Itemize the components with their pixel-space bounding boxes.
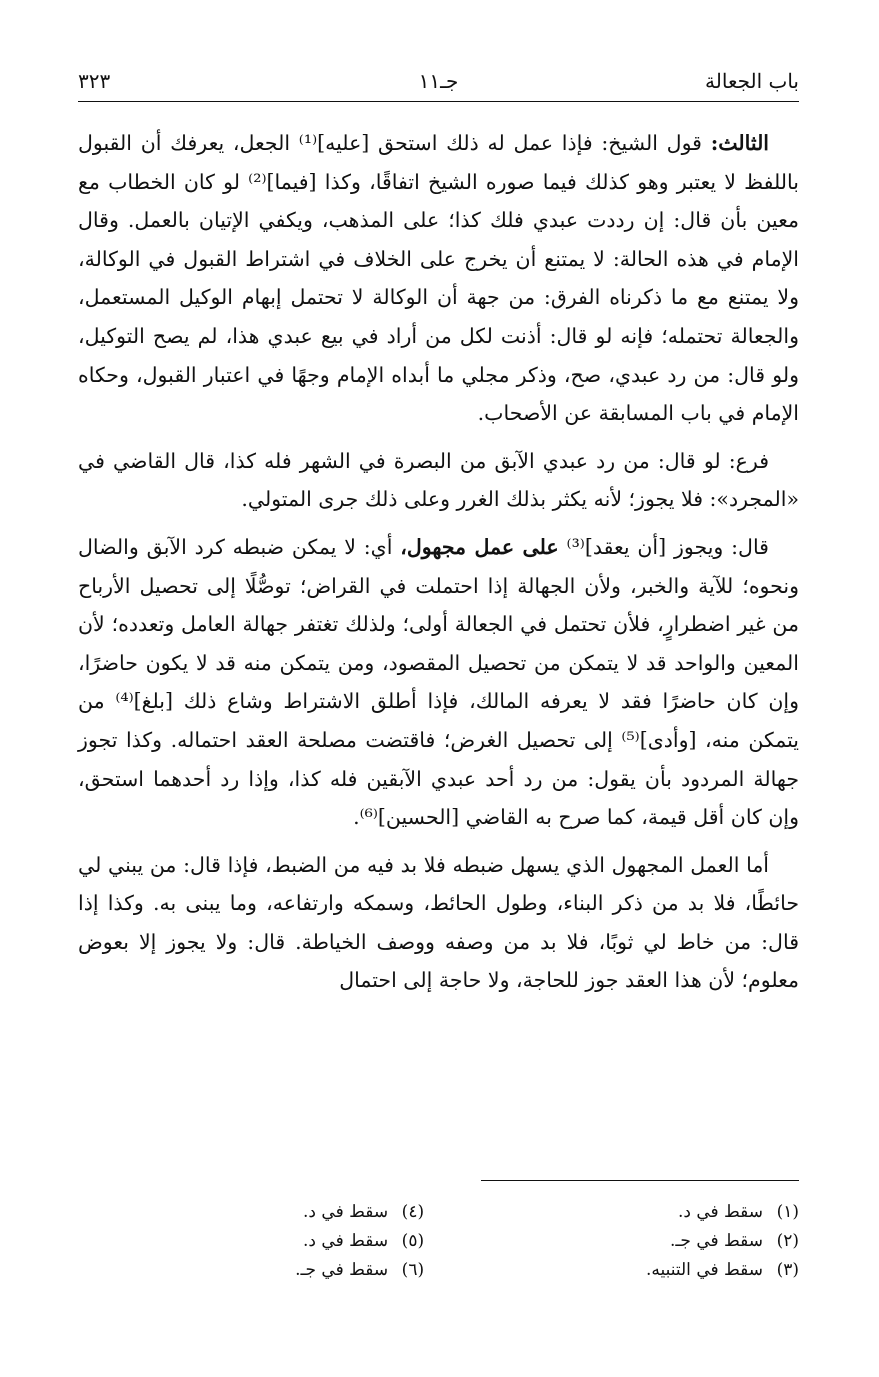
footnote-number: (٥) <box>401 1231 425 1251</box>
volume-label: جـ١١ <box>418 69 459 93</box>
footnote-number: (١) <box>776 1202 799 1222</box>
chapter-title: باب الجعالة <box>705 69 799 93</box>
paragraph-text: أما العمل المجهول الذي يسهل ضبطه فلا بد فيه من الضبط، فإذا قال: من يبني لي حائطًا، فلا بد من ذكر البناء، وطول الحائط، وسمكه وارتفاعه، وما يبنى به. وكذا إذا قال: من خاط لي ثوبًا، فلا بد من وصفه ووصف الخياطة. قال: ولا يجوز إلا بعوض معلوم؛ لأن هذا العقد جوز للحاجة، ولا حاجة إلى احتمال <box>78 852 799 993</box>
paragraph-text: أي: لا يمكن ضبطه كرد الآبق والضال ونحوه؛ للآية والخبر، ولأن الجهالة إذا احتملت في القراض؛ توصُّلًا إلى تحصيل الأرباح من غير اضطرارٍ، فلأن تحتمل في الجعالة أولى؛ ولذلك تغتفر جهالة العامل وتعدده؛ لأن المعين والواحد قد لا يتمكن من تحصيل المقصود، ومن يتمكن منه قد لا يكون حاضرًا، وإن كان حاضرًا فقد لا يعرفه المالك، فإذا أطلق الاشتراط وشاع ذلك [بلغ]⁽⁴⁾ من يتمكن منه، [وأدى]⁽⁵⁾ إلى تحصيل الغرض؛ فاقتضت مصلحة العقد احتماله. وكذا تجوز جهالة المردود بأن يقول: من رد أحد عبدي الآبقين فله كذا، وإذا رد أحدهما استحق، وإن كان أقل قيمة، كما صرح به القاضي [الحسين]⁽⁶⁾. <box>78 534 800 830</box>
main-text <box>78 124 799 1009</box>
footnote-text: سقط في د. <box>677 1202 763 1222</box>
footnote-text: سقط في د. <box>303 1202 389 1222</box>
footnote-text: سقط في جـ. <box>295 1260 389 1280</box>
paragraph-known-work <box>78 846 799 1000</box>
footnote-item <box>453 1256 799 1285</box>
footnote-text: سقط في التنبيه. <box>645 1260 763 1280</box>
header-divider <box>78 101 799 102</box>
footnote-item <box>78 1227 424 1256</box>
footnote-number: (٦) <box>401 1260 425 1280</box>
paragraph-matn <box>78 528 799 837</box>
paragraph-text: قول الشيخ: فإذا عمل له ذلك استحق [عليه]⁽¹⁾ الجعل، يعرفك أن القبول باللفظ لا يعتبر وهو كذلك فيما صوره الشيخ اتفاقًا، وكذا [فيما]⁽²⁾ لو كان الخطاب مع معين بأن قال: إن رددت عبدي فلك كذا؛ على المذهب، ويكفي الإتيان بالعمل. وقال الإمام في هذه الحالة: لا يمتنع أن يخرج على الخلاف في اشتراط القبول في الوكالة، ولا يمتنع مع ما ذكرناه الفرق: من جهة أن الوكالة لا تحتمل إبهام الوكيل المستعمل، والجعالة تحتمله؛ فإنه لو قال: أذنت لكل من أراد في بيع عبدي هذا، لم يصح التوكيل، ولو قال: من رد عبدي، صح، وذكر مجلي ما أبداه الإمام وجهًا في اعتبار القبول، وحكاه الإمام في باب المسابقة عن الأصحاب. <box>78 131 799 426</box>
paragraph-text: قال: ويجوز [أن يعقد]⁽³⁾ <box>558 534 769 559</box>
footnote-number: (٣) <box>776 1260 799 1280</box>
footnote-item <box>453 1227 799 1256</box>
running-header <box>78 66 799 100</box>
footnote-number: (٤) <box>401 1202 425 1222</box>
footnote-item <box>78 1198 424 1227</box>
footnote-text: سقط في د. <box>303 1231 389 1251</box>
footnote-column-right <box>453 1198 799 1285</box>
page-number: ٣٢٣ <box>78 69 111 93</box>
footnote-column-left <box>78 1198 424 1285</box>
paragraph-lead: الثالث: <box>710 131 770 155</box>
footnote-number: (٢) <box>776 1231 799 1251</box>
footnote-text: سقط في جـ. <box>670 1231 763 1251</box>
paragraph-third <box>78 124 799 433</box>
footnote-item <box>78 1256 424 1285</box>
footnote-divider <box>481 1180 799 1181</box>
paragraph-branch <box>78 442 799 519</box>
paragraph-text: فرع: لو قال: من رد عبدي الآبق من البصرة في الشهر فله كذا، قال القاضي في «المجرد»: فلا يجوز؛ لأنه يكثر بذلك الغرر وعلى ذلك جرى المتولي. <box>78 448 799 512</box>
footnote-item <box>453 1198 799 1227</box>
matn-bold-text: على عمل مجهول، <box>400 534 559 559</box>
